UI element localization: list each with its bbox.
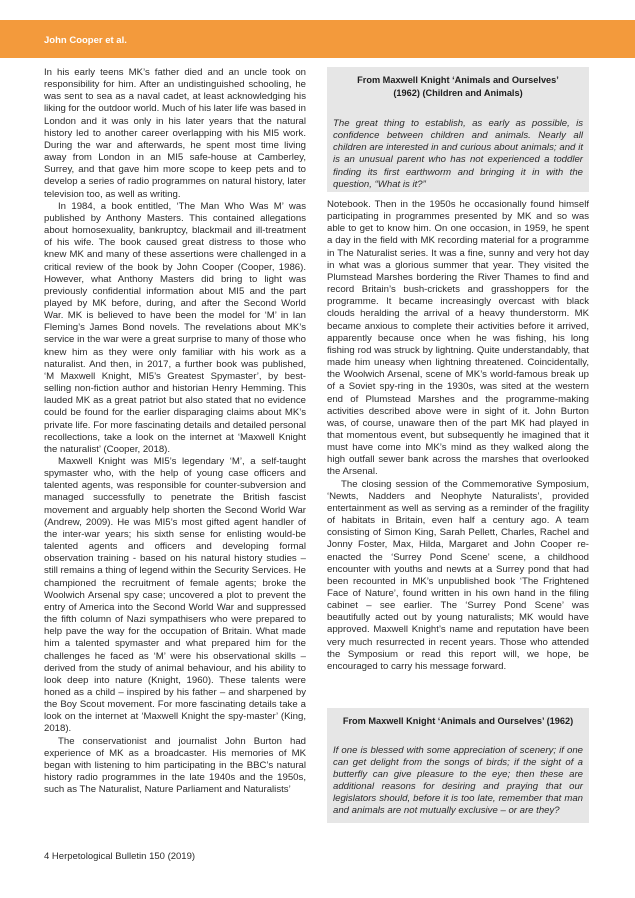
paragraph: The closing session of the Commemorative Symposium, ‘Newts, Nadders and Neophyte Naturalists’, provided entertainment as well as serving as a reminder of the fragility of habitats in Britain, even half a century ago. A team consisting of Simon King, Sarah Pellett, Charles, Rachel and Jonny Foster, Max, Hilda, Margaret and John Cooper re-enacted the ‘Surrey Pond Scene’ scene, a childhood encounter with youths and newts at a Surrey pond that had been recounted in MK’s unpublished book ‘The Frightened Face of Nature’, found written in his own hand in the filing cabinet – see earlier. The ‘Surrey Pond Scene’ was beautifully acted out by young naturalists; MK would have approved. Maxwell Knight’s name and reputation have been very much resurrected in recent years. Those who attended the Symposium or read this report will, we hope, be encouraged to carry his message forward. [327,478,589,672]
paragraph: In his early teens MK’s father died and an uncle took on responsibility for him. After an undistinguished schooling, he was sent to sea as a naval cadet, at least acknowledging his liking for the outdoor world. Much of his later life was based in London and it was only in his later years that the natural history led to another career overlapping with his MI5 work. During the war and afterwards, he spent most time living away from London in an MI5 safe-house at Camberley, Surrey, and that gave him more scope to keep pets and to develop a series of radio programmes on natural history, later television too, as well as writing. [44,67,306,200]
paragraph: Notebook. Then in the 1950s he occasionally found himself participating in programmes presented by MK and so was able to get to know him. On one occasion, in 1959, he spent a day in the field with MK recording material for a programme in The Naturalist series. It was a fine, sunny and very hot day in what was a glorious summer that year. They visited the Plumstead Marshes bordering the River Thames to find and record Britain’s bush-crickets and grasshoppers for the programme. It became increasingly overcast with black clouds heralding the arrival of a heavy thunderstorm. MK became anxious to complete their activities before it arrived, apparently because once when he was fishing, his long fishing rod was struck by lightning. Quite understandably, that made him uneasy when lightning threatened. Coincidentally, the Woolwich Arsenal, scene of MK’s world-famous break up of a Soviet spy-ring in the 1930s, was sited at the western end of Plumstead Marshes and the programme-making activities described above were in sight of it. John Burton was, of course, unaware then of the part MK had played in that momentous event, but subsequently he imagined that it must have come into MK’s mind as they walked along the high outfall sewer bank across the marshes that overlooked the Arsenal. [327,199,589,478]
quote-box [327,708,589,823]
paragraph: In 1984, a book entitled, ‘The Man Who Was M’ was published by Anthony Masters. This contained allegations about homosexuality, bankruptcy, blackmail and ill-treatment of his wife. The book caused great distress to those who knew MK and many of these assertions were challenged in a critical review of the book by John Cooper (Cooper, 1986). However, what Anthony Masters did bring to light was previously confidential information about MI5 and the part played by MK before, during, and after the Second World War. MK is believed to have been the model for ‘M’ in Ian Fleming’s James Bond novels. The revelations about MK’s service in the war were a great surprise to many of those who knew him as they were only familiar with his work as a naturalist. And then, in 2017, a further book was published, ‘M Maxwell Knight, MI5’s Greatest Spymaster’, by best-selling non-fiction author and historian Henry Hemming. This lauded MK as a great patriot but also stated that no evidence could be found for the earlier disparaging claims about MK’s private life. For more fascinating details and detailed personal recollections, take a look on the internet at ‘Maxwell Knight the naturalist’ (Cooper, 2018). [44,200,306,455]
paragraph: The conservationist and journalist John Burton had experience of MK as a broadcaster. His memories of MK began with listening to him participating in the BBC’s natural history radio programmes in the late 1940s and the 1950s, such as The Naturalist, Nature Parliament and Naturalists’ [44,735,306,796]
quote-box-title: From Maxwell Knight ‘Animals and Ourselves’ (1962) (Children and Animals) [357,75,559,98]
page-footer: 4 Herpetological Bulletin 150 (2019) [44,851,196,862]
quote-box-title: From Maxwell Knight ‘Animals and Ourselves’ (1962) [342,716,574,726]
quote-box-text: If one is blessed with some appreciation of scenery; if one can get delight from the songs of birds; if the sight of a butterfly can give pleasure to the eye; then these are additional reasons for desiring and praying that our legislators should, before it is too late, remember that man and animals are not mutually exclusive – or are they? [333,744,583,817]
running-head: John Cooper et al. [44,35,127,46]
left-column [44,67,306,825]
quote-box [327,67,589,192]
header-bar [0,20,635,58]
quote-box-text: The great thing to establish, as early as possible, is confidence between children and animals. Nearly all children are interested in and curious about animals; and it is an unusual parent who has not experienced a toddler finding its first earthworm and bringing it in with the question, “What is it?” [333,118,583,190]
right-column [327,199,589,689]
paragraph: Maxwell Knight was MI5’s legendary ‘M’, a self-taught spymaster who, with the help of young case officers and talented agents, was responsible for counter-subversion and managed successfully to penetrate the British fascist movement and arguably help shorten the Second World War (Andrew, 2009). He was MI5’s most gifted agent handler of the inter-war years; his sixth sense for enlisting would-be talented agents and officers and developing formal observation training - based on his natural history studies – still remains a thing of legend within the Security Services. He championed the recruitment of female agents; broke the Woolwich Arsenal spy case; uncovered a plot to prevent the entry of America into the Second World War and suppressed the fifth column of Nazi sympathisers who were prepared to help pave the way for the occupation of Britain. What made him a talented spymaster and what prepared him for the challenges he faced as ‘M’ were his observational skills – derived from the study of animal behaviour, and his ability to look deep into nature (Knight, 1960). These talents were honed as a child – inspired by his father – and sharpened by the Boy Scout movement. For more fascinating details take a look on the internet at ‘Maxwell Knight the spy-master’ (King, 2018). [44,456,306,735]
